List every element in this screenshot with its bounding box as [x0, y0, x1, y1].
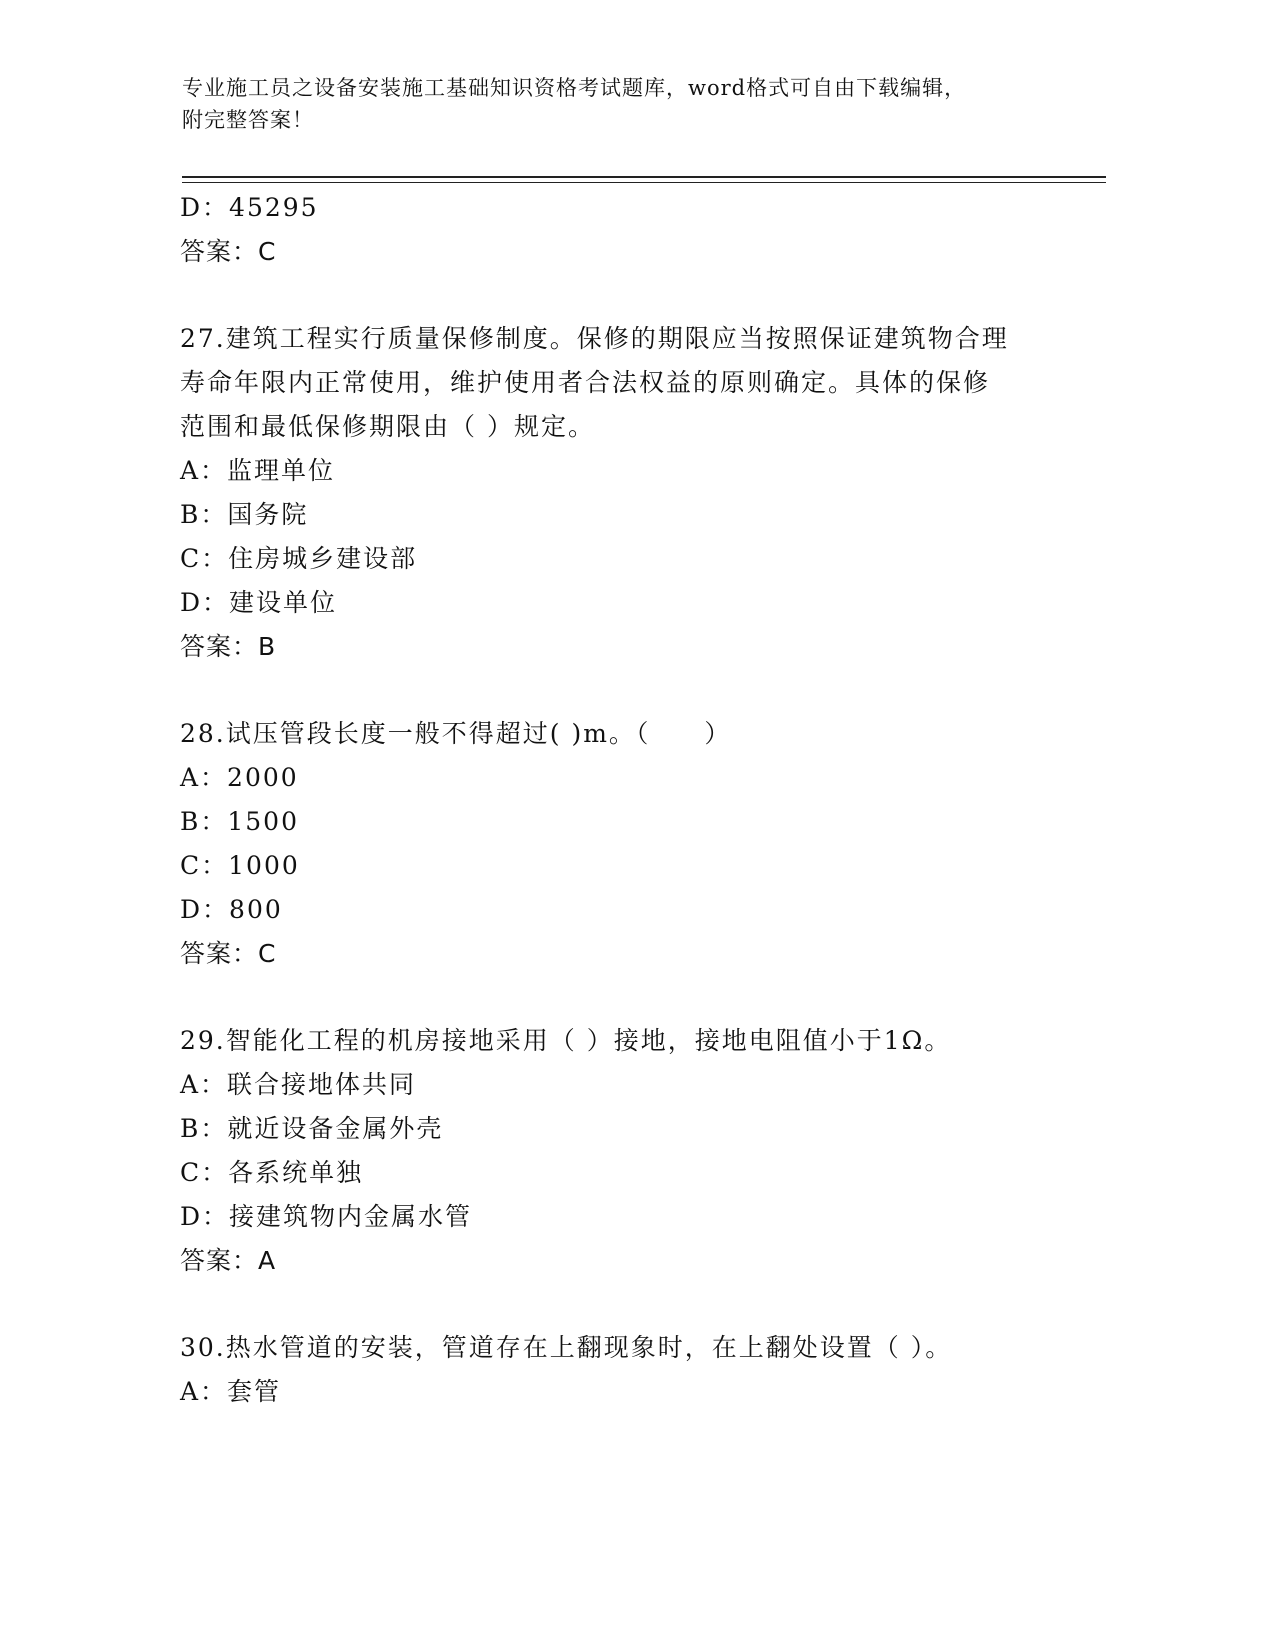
question-30 — [180, 1326, 1080, 1414]
answer-line: 答案：B — [180, 632, 277, 661]
answer-line: 答案：C — [180, 939, 277, 968]
option-b: B：就近设备金属外壳 — [180, 1114, 444, 1143]
question-stem-line: 29.智能化工程的机房接地采用（ ）接地，接地电阻值小于1Ω。 — [180, 1026, 952, 1055]
option-d: D：800 — [180, 895, 283, 924]
spacer — [180, 1283, 1080, 1326]
spacer — [180, 976, 1080, 1019]
option-a: A：2000 — [180, 763, 299, 792]
spacer — [180, 669, 1080, 712]
question-27 — [180, 317, 1080, 669]
question-stem-line: 范围和最低保修期限由（ ）规定。 — [180, 412, 595, 441]
question-stem-line: 寿命年限内正常使用，维护使用者合法权益的原则确定。具体的保修 — [180, 368, 991, 397]
option-c: C：1000 — [180, 851, 300, 880]
option-d: D：建设单位 — [180, 588, 338, 617]
question-stem-line: 28.试压管段长度一般不得超过( )m。（ ） — [180, 719, 732, 748]
question-content — [180, 186, 1080, 1414]
header-divider-thin — [182, 182, 1106, 183]
question-29 — [180, 1019, 1080, 1283]
answer-line: 答案：C — [180, 237, 277, 266]
question-stem-line: 27.建筑工程实行质量保修制度。保修的期限应当按照保证建筑物合理 — [180, 324, 1009, 353]
header-line-2: 附完整答案！ — [182, 108, 314, 132]
header-divider-thick — [182, 176, 1106, 178]
option-c: C：住房城乡建设部 — [180, 544, 418, 573]
header-line-1: 专业施工员之设备安装施工基础知识资格考试题库，word格式可自由下载编辑， — [182, 76, 967, 100]
option-a: A：套管 — [180, 1377, 282, 1406]
document-header — [182, 72, 1082, 136]
question-stem-line: 30.热水管道的安装，管道存在上翻现象时，在上翻处设置（ ）。 — [180, 1333, 953, 1362]
option-c: C：各系统单独 — [180, 1158, 364, 1187]
option-a: A：联合接地体共同 — [180, 1070, 417, 1099]
option-d: D：接建筑物内金属水管 — [180, 1202, 473, 1231]
option-b: B：1500 — [180, 807, 299, 836]
option-b: B：国务院 — [180, 500, 309, 529]
question-28 — [180, 712, 1080, 976]
spacer — [180, 274, 1080, 317]
answer-line: 答案：A — [180, 1246, 277, 1275]
option-a: A：监理单位 — [180, 456, 336, 485]
option-d: D：45295 — [180, 193, 319, 222]
